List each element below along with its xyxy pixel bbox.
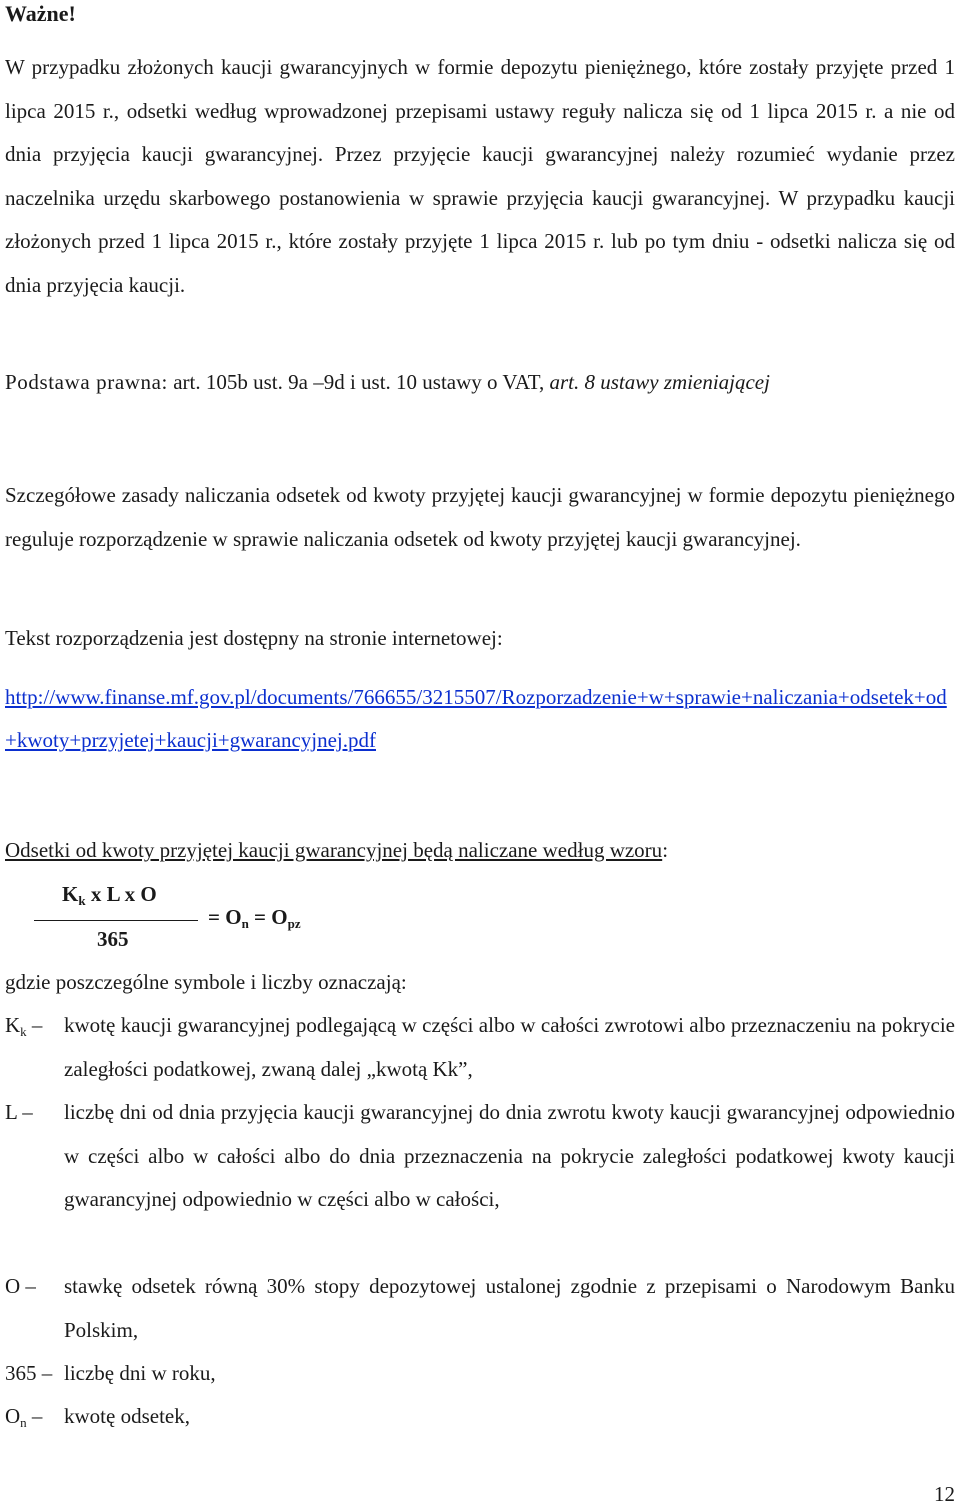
result-on: = O [208, 905, 242, 929]
legal-basis-amending-act: art. 8 ustawy zmieniającej [549, 370, 770, 394]
page-number: 12 [934, 1482, 955, 1506]
definition-text: kwotę kaucji gwarancyjnej podlegającą w części albo w całości zwrotowi albo przeznaczeniu na pokrycie zaległości podatkowej, zwaną dalej „kwotą Kk”, [64, 1013, 955, 1081]
paragraph-deposit-interest: W przypadku złożonych kaucji gwarancyjnych w formie depozytu pieniężnego, które zostały przyjęte przed 1 lipca 2015 r., odsetki według wprowadzonej przepisami ustawy reguły nalicza się od 1 lipca 2015 r. a nie od dnia przyjęcia kaucji gwarancyjnej. Przez przyjęcie kaucji gwarancyjnej należy rozumieć wydanie przez naczelnika urzędu skarbowego postanowienia w sprawie przyjęcia kaucji gwarancyjnej. W przypadku kaucji złożonych przed 1 lipca 2015 r., które zostały przyjęte 1 lipca 2015 r. lub po tym dniu - odsetki nalicza się od dnia przyjęcia kaucji. [5, 55, 955, 297]
definition-text: liczbę dni w roku, [64, 1361, 216, 1385]
legal-basis-refs: art. 105b ust. 9a –9d i ust. 10 ustawy o VAT, [167, 370, 550, 394]
result-opz-subscript: pz [287, 916, 301, 931]
definition-text: kwotę odsetek, [64, 1404, 190, 1428]
formula-numerator [62, 876, 157, 912]
definition-symbol: $O_n$ – [5, 1404, 43, 1430]
legend-intro: gdzie poszczególne symbole i liczby oznaczają: [5, 970, 407, 994]
definition-text: stawkę odsetek równą 30% stopy depozytowej ustalonej zgodnie z przepisami o Narodowym Banku Polskim, [64, 1274, 955, 1342]
paragraph-website: Tekst rozporządzenia jest dostępny na stronie internetowej: [5, 626, 503, 650]
definition-text: liczbę dni od dnia przyjęcia kaucji gwarancyjnej do dnia zwrotu kwoty kaucji gwarancyjnej odpowiednio w części albo w całości albo do dnia przeznaczenia na pokrycie zaległości podatkowej kwoty kaucji gwarancyjnej odpowiednio w części albo w całości, [64, 1100, 955, 1211]
result-on-subscript: n [241, 916, 249, 931]
numerator-rest: x L x O [85, 882, 157, 906]
formula-denominator: 365 [97, 927, 129, 951]
paragraph-regulation: Szczegółowe zasady naliczania odsetek od kwoty przyjętej kaucji gwarancyjnej w formie depozytu pieniężnego reguluje rozporządzenie w sprawie naliczania odsetek od kwoty przyjętej kaucji gwarancyjnej. [5, 483, 955, 551]
definition-symbol: L – [5, 1100, 33, 1124]
formula-intro-text: Odsetki od kwoty przyjętej kaucji gwarancyjnej będą naliczane według wzoru [5, 838, 663, 862]
formula-result [208, 899, 301, 935]
formula-intro [5, 832, 668, 868]
definition-symbol: $K_k$ – [5, 1013, 43, 1039]
definition-on [5, 1395, 955, 1439]
legal-basis [5, 364, 770, 400]
definition-symbol: O – [5, 1274, 36, 1298]
formula-intro-colon: : [662, 838, 669, 862]
symbol-k: K [62, 882, 79, 906]
important-heading: Ważne! [5, 1, 76, 26]
definition-symbol: 365 – [5, 1361, 53, 1385]
legal-basis-label: Podstawa prawna: [5, 370, 168, 394]
symbol-k-subscript: k [78, 893, 86, 908]
definition-o [5, 1265, 955, 1352]
definition-kk [5, 1004, 955, 1091]
regulation-link[interactable]: http://www.finanse.mf.gov.pl/documents/766655/3215507/Rozporzadzenie+w+sprawie+naliczania+odsetek+od+kwoty+przyjetej+kaucji+gwarancyjnej.pdf [5, 685, 947, 752]
definition-365 [5, 1352, 955, 1396]
definition-l [5, 1091, 955, 1222]
result-opz: = O [248, 905, 288, 929]
